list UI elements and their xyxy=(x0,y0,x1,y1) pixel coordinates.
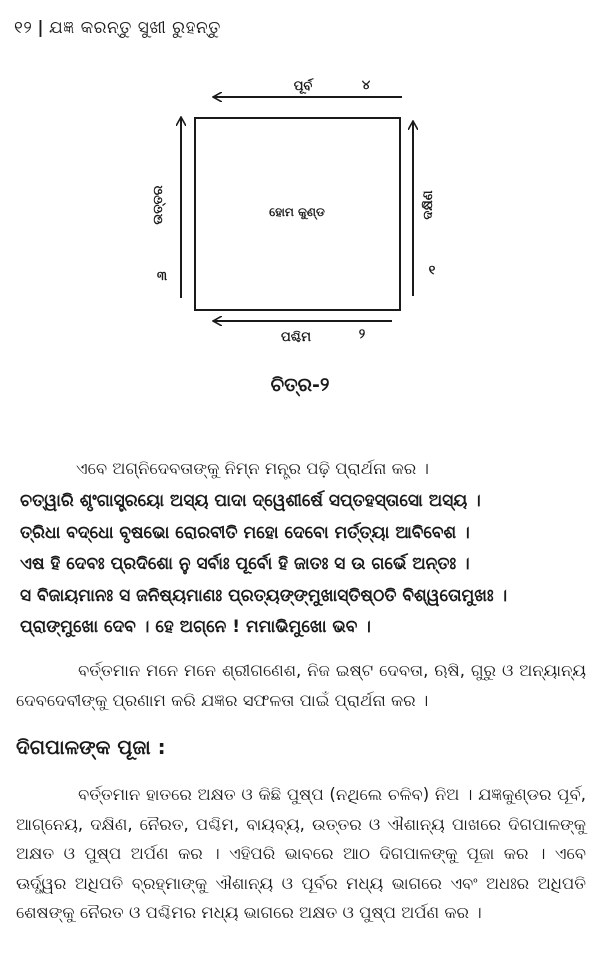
mantra-line: ଏଷ ହି ଦେବଃ ପ୍ରଦିଶୋ ନୁ ସର୍ବାଃ ପୂର୍ବୋ ହି ଜାତଃ ସ ଉ ଗର୍ଭେ ଅନ୍ତଃ । xyxy=(20,554,470,574)
right-label: ଦକ୍ଷିଣ xyxy=(421,190,436,220)
mantra-line: ସ ବିଜାୟମାନଃ ସ ଜନିଷ୍ୟମାଣଃ ପ୍ରତ୍ୟଙ୍ଙ୍ମୁଖାସ୍ତିଷ୍ଠତି ବିଶ୍ୱତୋମୁଖଃ । xyxy=(20,585,508,606)
top-label: ପୂର୍ବ xyxy=(293,79,313,94)
bottom-label: ପଶ୍ଚିମ xyxy=(281,330,311,345)
mantra-line: ପ୍ରାଙ୍ମୁଖୋ ଦେବ । ହେ ଅଗ୍ନେ ! ମମାଭିମୁଖୋ ଭବ । xyxy=(20,617,371,637)
right-number: ୧ xyxy=(428,263,436,278)
left-label: ଉତ୍ତର xyxy=(151,185,166,225)
homa-kunda-diagram xyxy=(0,0,600,370)
mantra-block xyxy=(20,486,590,644)
page-number: ୧୨ xyxy=(14,18,33,38)
mantra-line: ତ୍ରିଧା ବଦ୍ଧୋ ବୃଷଭୋ ରୋରବୀତି ମହୋ ଦେବୋ ମର୍ତ୍ତ୍ୟା ଆବିବେଶ । xyxy=(20,522,470,543)
running-title: ଯଜ୍ଞ କରନ୍ତୁ ସୁଖୀ ରୁହନ୍ତୁ xyxy=(49,18,221,38)
pranama-paragraph: ବର୍ତ୍ତମାନ ମନେ ମନେ ଶ୍ରୀଗଣେଶ, ନିଜ ଇଷ୍ଟ ଦେବତା, ଋଷି, ଗୁରୁ ଓ ଅନ୍ୟାନ୍ୟ ଦେବଦେବୀଙ୍କୁ ପ୍ରଣାମ କରି ଯଜ୍ଞର ସଫଳତା ପାଇଁ ପ୍ରାର୍ଥନା କର । xyxy=(16,661,586,710)
intro-paragraph: ଏବେ ଅଗ୍ନିଦେବତାଙ୍କୁ ନିମ୍ନ ମନ୍ତ୍ର ପଢ଼ି ପ୍ରାର୍ଥନା କର । xyxy=(76,459,429,478)
digapala-paragraph: ବର୍ତ୍ତମାନ ହାତରେ ଅକ୍ଷତ ଓ କିଛି ପୁଷ୍ପ (ନଥିଲେ ଚଳିବ) ନିଅ । ଯଜ୍ଞକୁଣ୍ଡର ପୂର୍ବ, ଆଗ୍ନେୟ, ଦକ୍ଷିଣ, ନୈରତ, ପଶ୍ଚିମ, ବାୟବ୍ୟ, ଉତ୍ତର ଓ ଐଶାନ୍ୟ ପାଖରେ ଦିଗପାଳଙ୍କୁ ଅକ୍ଷତ ଓ ପୁଷ୍ପ ଅର୍ପଣ କର । ଏହିପରି ଭାବରେ ଆଠ ଦିଗପାଳଙ୍କୁ ପୂଜା କର । ଏବେ ଊର୍ଦ୍ଧ୍ୱର ଅଧିପତି ବ୍ରହ୍ମାଙ୍କୁ ଐଶାନ୍ୟ ଓ ପୂର୍ବର ମଧ୍ୟ ଭାଗରେ ଏବଂ ଅଧଃର ଅଧିପତି ଶେଷଙ୍କୁ ନୈରତ ଓ ପଶ୍ଚିମର ମଧ୍ୟ ଭାଗରେ ଅକ୍ଷତ ଓ ପୁଷ୍ପ ଅର୍ପଣ କର । xyxy=(16,785,586,922)
figure-caption: ଚିତ୍ର-୨ xyxy=(270,374,330,396)
section-heading: ଦିଗପାଳଙ୍କ ପୂଜା : xyxy=(16,735,166,759)
mantra-line: ଚତ୍ୱାରି ଶୃଂଗାସ୍ତ୍ରୟୋ ଅସ୍ୟ ପାଦା ଦ୍ୱେଶୀର୍ଷେ ସପ୍ତହସ୍ତାସୋ ଅସ୍ୟ । xyxy=(20,491,481,511)
header-separator: | xyxy=(37,18,45,38)
top-number: ୪ xyxy=(361,78,371,93)
center-label: ହୋମ କୁଣ୍ଡ xyxy=(269,205,325,219)
bottom-number: ୨ xyxy=(358,327,366,342)
left-number: ୩ xyxy=(156,269,168,284)
